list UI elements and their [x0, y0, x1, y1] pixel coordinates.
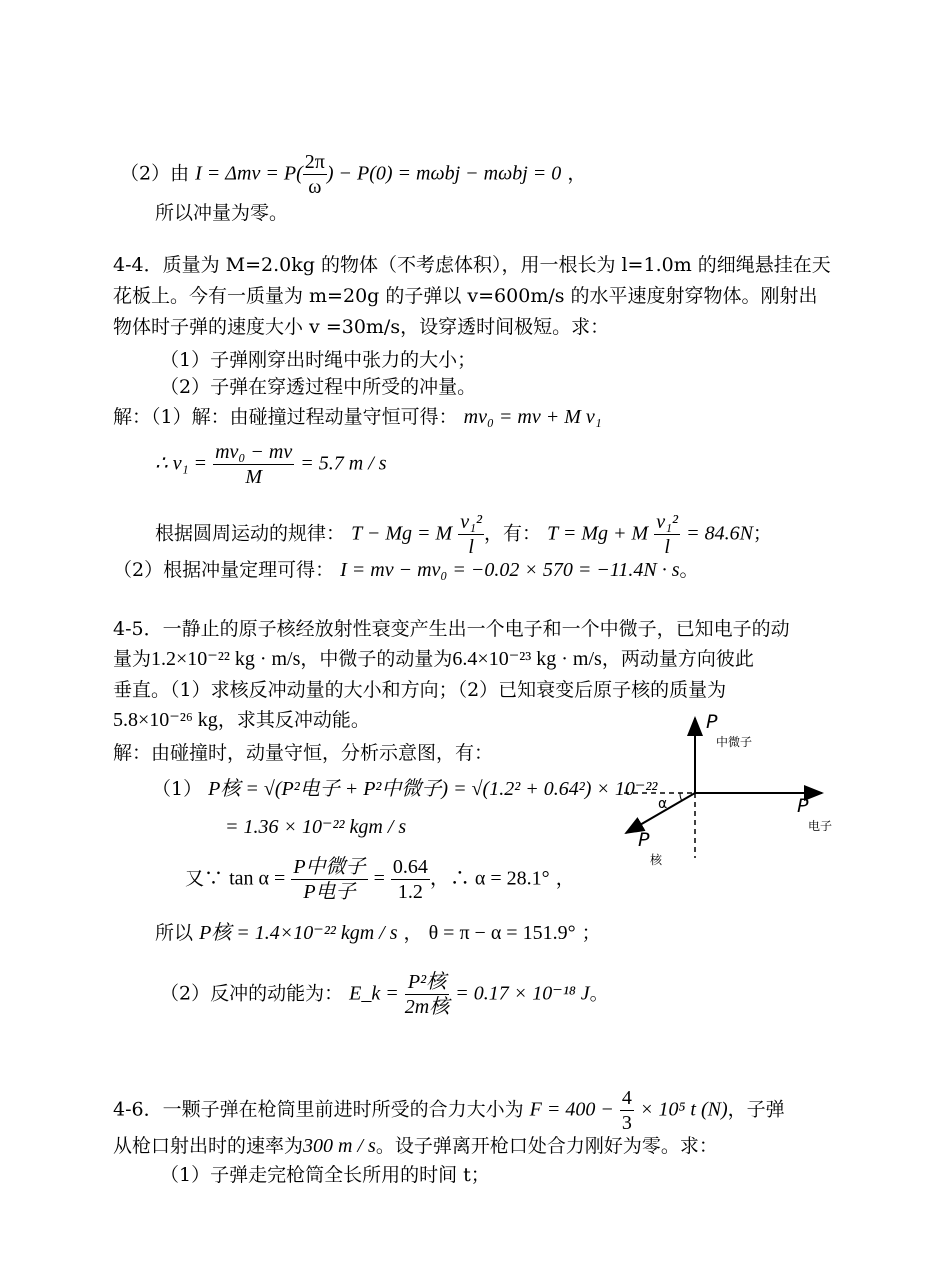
p46-line1a: 4-6．一颗子弹在枪筒里前进时所受的合力大小为: [113, 1098, 524, 1121]
p44-v1-line: [155, 440, 387, 489]
p45-line2: [113, 646, 754, 672]
p45-eq2-text: = 1.36 × 10⁻²² kgm / s: [225, 816, 407, 838]
p45-tan-line: [185, 855, 575, 904]
p45-line4b: ，求其反冲动能。: [217, 709, 370, 731]
p44-circ-end: ；: [752, 522, 772, 545]
p44-circ-den-1: l: [468, 536, 474, 558]
p45-tan-end: ，: [555, 867, 575, 890]
p44-imp-end: 。: [679, 559, 699, 581]
p43-part2-line: [120, 150, 586, 199]
p44-imp-eq: I = mv − mv₀ = −0.02 × 570 = −11.4N · s: [340, 559, 680, 581]
p45-ek-den: 2m核: [404, 996, 450, 1018]
p43-frac-den: ω: [308, 176, 322, 198]
p44-sol1-eq: mv₀ = mv + M v₁: [463, 406, 602, 428]
nucleus-label: P: [638, 829, 650, 851]
p44-circ-fraction-1: [458, 510, 484, 559]
p45-eq2: [225, 814, 406, 840]
p44-line2b: =600m/s 的水平速度射穿物体。刚射出: [478, 285, 818, 307]
p45-line2b: ，中微子的动量为: [300, 648, 453, 670]
p44-circ-text: 根据圆周运动的规律：: [155, 522, 346, 545]
p46-velocity: 300 m / s: [303, 1135, 376, 1157]
p45-ek-lhs: E_k =: [349, 982, 399, 1005]
p44-circ-mid: ，有：: [484, 522, 542, 545]
p44-imp-text: （2）根据冲量定理可得：: [113, 559, 335, 581]
p45-res-prefix: 所以: [155, 922, 194, 944]
p45-line2c: ，两动量方向彼此: [601, 648, 754, 670]
p45-ek-rhs: = 0.17 × 10⁻¹⁸ J: [455, 982, 590, 1005]
p44-line2a: 花板上。今有一质量为 m=20g 的子弹以 v: [113, 285, 479, 307]
p43-part2-prefix: （2）由: [120, 162, 190, 185]
p44-sol1-text: 解：（1）解：由碰撞过程动量守恒可得：: [113, 406, 458, 428]
p45-tan-c: ，∴ α = 28.1°: [429, 867, 550, 890]
p45-ek-line: [160, 970, 609, 1019]
p46-line1b: ，子弹: [727, 1098, 785, 1121]
p44-solution-1: [113, 404, 602, 430]
alpha-label: α: [658, 796, 668, 812]
p46-frac-den: 3: [621, 1112, 632, 1134]
p45-line2a: 量为: [113, 648, 152, 670]
p45-nucleus-mass: 5.8×10⁻²⁶ kg: [113, 709, 218, 731]
p45-tan-num: P中微子: [293, 856, 366, 878]
p45-ek-prefix: （2）反冲的动能为：: [160, 982, 344, 1005]
electron-label: P: [797, 795, 809, 817]
p43-conclusion: 所以冲量为零。: [155, 202, 289, 224]
neutrino-sub: 中微子: [716, 735, 753, 749]
p45-tan-fraction-2: [391, 855, 430, 904]
p45-ek-fraction: [405, 970, 449, 1019]
p43-part2-fraction: [303, 150, 327, 199]
p46-frac-num: 4: [621, 1087, 632, 1109]
p45-result-line: [155, 920, 601, 946]
p44-question-2: （2）子弹在穿透过程中所受的冲量。: [160, 376, 477, 398]
p45-tan-b: =: [373, 867, 385, 890]
p44-circ-eq2-result: = 84.6N: [686, 522, 753, 545]
p44-circ-eq1: T − Mg = M: [351, 522, 453, 545]
p45-tan-a: tan α =: [229, 867, 286, 890]
p45-eq1-line: [152, 776, 657, 802]
p45-res-theta: θ = π − α = 151.9°: [428, 922, 576, 944]
p46-force-fraction: [620, 1086, 634, 1135]
p44-circ-eq2: T = Mg + M: [547, 522, 649, 545]
p46-force-eq-b: × 10⁵ t (N): [639, 1098, 728, 1121]
p45-line1: 4-5．一静止的原子核经放射性衰变产生出一个电子和一个中微子，已知电子的动: [113, 618, 790, 640]
p45-electron-momentum: 1.2×10⁻²² kg · m/s: [151, 648, 301, 670]
p45-tan-num2: 0.64: [392, 856, 428, 878]
p44-question-1: （1）子弹刚穿出时绳中张力的大小；: [160, 349, 477, 371]
p46-line1: [113, 1086, 785, 1135]
p44-v1-lhs: ∴ v₁ =: [155, 452, 208, 475]
momentum-diagram: [612, 708, 852, 868]
p44-v1-num: mv₀ − mv: [215, 441, 293, 463]
p45-neutrino-momentum: 6.4×10⁻²³ kg · m/s: [452, 648, 602, 670]
p44-line1: 4-4．质量为 M=2.0kg 的物体（不考虑体积），用一根长为 l=1.0m 的细绳悬挂在天: [113, 254, 831, 276]
p45-tan-prefix: 又∵: [185, 867, 224, 890]
p45-ek-num: P²核: [405, 970, 449, 995]
p44-circ-num-1: v₁²: [460, 511, 483, 533]
p44-line2: [113, 283, 818, 309]
p44-circular-line: [155, 510, 772, 559]
electron-sub: 电子: [808, 819, 833, 833]
p45-tan-den: P电子: [303, 881, 356, 903]
p45-res-mid: ，: [403, 922, 423, 944]
p45-tan-den2: 1.2: [397, 881, 423, 903]
p45-tan-fraction-1: [291, 855, 367, 904]
neutrino-label: P: [706, 711, 718, 733]
p44-v1-fraction: [213, 440, 294, 489]
p45-line4: [113, 707, 370, 733]
nucleus-sub: 核: [650, 853, 663, 867]
p44-circ-fraction-2: [654, 510, 680, 559]
p46-line2: [113, 1133, 718, 1159]
p45-line3: 垂直。（1）求核反冲动量的大小和方向；（2）已知衰变后原子核的质量为: [113, 679, 727, 701]
p45-res-end: ；: [581, 922, 601, 944]
p43-part2-eq-b: ) − P(0) = mωbj − mωbj = 0: [326, 162, 562, 185]
p46-line2b: 。设子弹离开枪口处合力刚好为零。求：: [375, 1135, 718, 1157]
p44-v1-den: M: [245, 466, 262, 488]
p44-circ-den-2: l: [664, 536, 670, 558]
p44-line3: 物体时子弹的速度大小 v =30m/s，设穿透时间极短。求：: [113, 316, 610, 338]
p45-solution-text: 解：由碰撞时，动量守恒，分析示意图，有：: [113, 742, 494, 764]
p43-part2-suffix: ，: [567, 162, 587, 185]
alpha-arc: [680, 793, 682, 801]
p46-question-1: （1）子弹走完枪筒全长所用的时间 t；: [160, 1164, 490, 1186]
p43-frac-num: 2π: [304, 151, 325, 173]
p45-res-eq: P核 = 1.4×10⁻²² kgm / s: [199, 922, 398, 944]
p43-part2-eq-a: I = Δmv = P(: [195, 162, 303, 185]
p44-v1-rhs: = 5.7 m / s: [300, 452, 387, 475]
p46-line2a: 从枪口射出时的速率为: [113, 1135, 304, 1157]
p45-ek-end: 。: [589, 982, 609, 1005]
p45-eq1-prefix: （1）: [152, 778, 203, 800]
p45-eq1: P核 = √(P²电子 + P²中微子) = √(1.2² + 0.64²) × 10⁻²²: [208, 778, 658, 800]
p44-impulse-line: [113, 557, 699, 583]
p46-force-eq-a: F = 400 −: [529, 1098, 614, 1121]
p44-circ-num-2: v₁²: [656, 511, 679, 533]
